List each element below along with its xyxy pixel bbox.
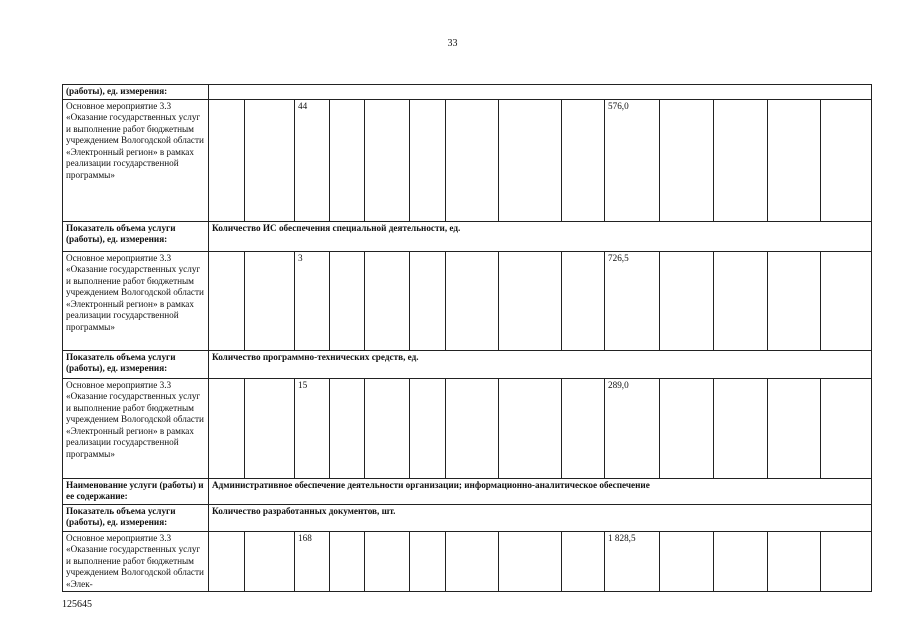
table-row [63, 85, 872, 100]
table-row [63, 99, 872, 221]
table-row [63, 504, 872, 531]
quantity-cell: 44 [295, 99, 330, 221]
amount-cell: 289,0 [605, 378, 660, 478]
quantity-cell: 3 [295, 251, 330, 350]
row-label: Показатель объема услуги (работы), ед. измерения: [63, 504, 209, 531]
amount-cell: 726,5 [605, 251, 660, 350]
quantity-cell: 168 [295, 531, 330, 592]
quantity-cell: 15 [295, 378, 330, 478]
page-number: 33 [447, 38, 458, 49]
document-code: 125645 [62, 599, 92, 610]
row-label: (работы), ед. измерения: [63, 85, 209, 100]
row-label: Основное мероприятие 3.3 «Оказание государственных услуг и выполнение работ бюджетным учреждением Вологодской области «Электронный регион» в рамках реализации государственной программы» [63, 251, 209, 350]
indicator-value: Количество разработанных документов, шт. [209, 504, 872, 531]
row-label: Показатель объема услуги (работы), ед. измерения: [63, 221, 209, 251]
services-table [62, 84, 872, 592]
row-label: Основное мероприятие 3.3 «Оказание государственных услуг и выполнение работ бюджетным учреждением Вологодской области «Электронный регион» в рамках реализации государственной программы» [63, 99, 209, 221]
amount-cell: 1 828,5 [605, 531, 660, 592]
table-row [63, 478, 872, 504]
table-row [63, 531, 872, 592]
indicator-value: Количество программно-технических средств, ед. [209, 350, 872, 378]
table-row [63, 221, 872, 251]
row-label: Основное мероприятие 3.3 «Оказание государственных услуг и выполнение работ бюджетным учреждением Вологодской области «Электронный регион» в рамках реализации государственной программы» [63, 378, 209, 478]
amount-cell: 576,0 [605, 99, 660, 221]
table-row [63, 251, 872, 350]
row-label: Показатель объема услуги (работы), ед. измерения: [63, 350, 209, 378]
table-row [63, 350, 872, 378]
row-label: Наименование услуги (работы) и ее содержание: [63, 478, 209, 504]
service-name-value: Административное обеспечение деятельности организации; информационно-аналитическое обеспечение [209, 478, 872, 504]
row-label: Основное мероприятие 3.3 «Оказание государственных услуг и выполнение работ бюджетным учреждением Вологодской области «Элек- [63, 531, 209, 592]
table-row [63, 378, 872, 478]
indicator-value: Количество ИС обеспечения специальной деятельности, ед. [209, 221, 872, 251]
